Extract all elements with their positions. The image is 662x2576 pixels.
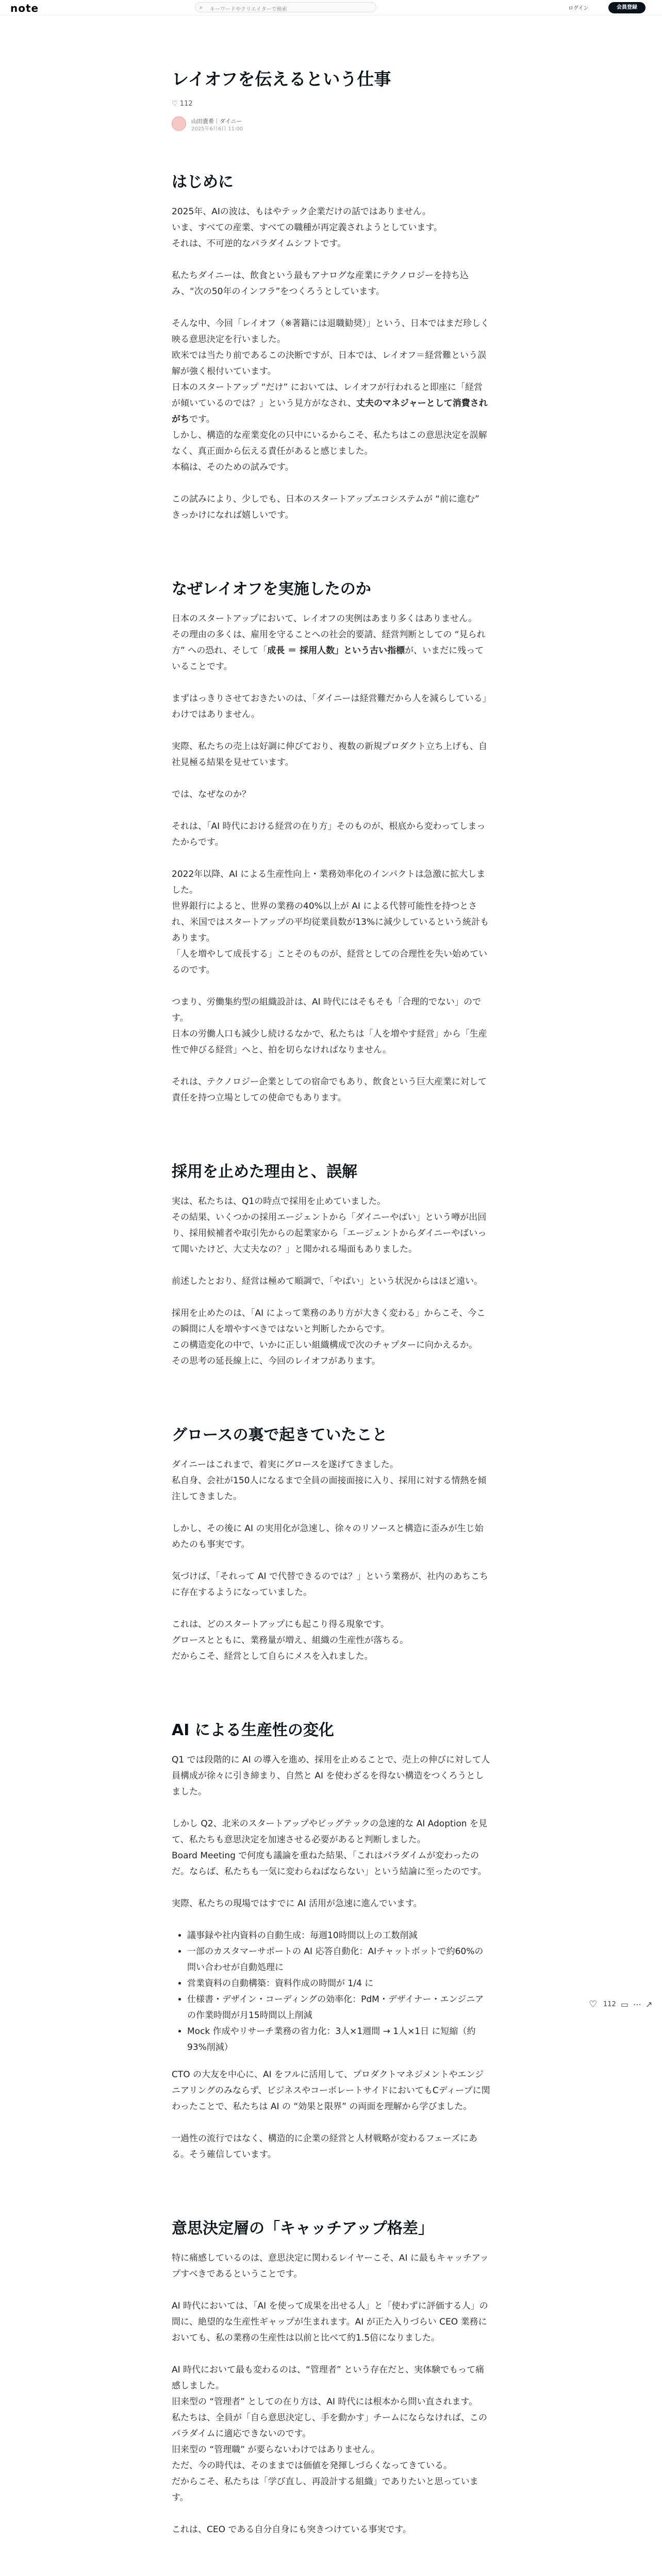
paragraph: これは、CEO である自分自身にも突きつけている事実です。: [172, 2524, 412, 2535]
paragraph: 2022年以降、AI による生産性向上・業務効率化のインパクトは急激に拡大しました。 世界銀行によると、世界の業務の40%以上が AI による代替可能性を持つとされ、米国ではスタートアップの平均従業員数が13%に減少しているという統計もあります。 「人を増やして成長する」ことそのものが、経営としての合理性を失い始めているのです。: [172, 869, 489, 975]
list-item: • 営業資料の自動構築：資料作成の時間が 1/4 に: [187, 1976, 490, 1992]
paragraph: では、なぜなのか？: [172, 789, 251, 800]
article-section: [172, 1162, 490, 1369]
list-item: • 議事録や社内資料の自動生成：毎週10時間以上の工数削減: [187, 1928, 490, 1944]
article: [172, 67, 490, 2576]
bookmark-icon[interactable]: ▭: [621, 1999, 629, 2009]
signup-button[interactable]: 会員登録: [608, 2, 646, 13]
author-name[interactable]: 山田貴希｜ダイニー: [191, 118, 242, 125]
avatar[interactable]: [172, 116, 186, 131]
like-count: 112: [603, 2001, 616, 2008]
paragraph: しかし、その後に AI の実用化が急速し、徐々のリソースと構造に歪みが生じ始めたのも事実です。: [172, 1523, 484, 1550]
paragraph: ダイニーはこれまで、着実にグロースを遂げてきました。 私自身、会社が150人になるまで全員の面接面接に入り、採用に対する情熱を傾注してきました。: [172, 1460, 487, 1502]
paragraph: 気づけば、「それって AI で代替できるのでは？」という業務が、社内のあちこちに存在するようになっていました。: [172, 1571, 488, 1598]
list-item: • 仕様書・デザイン・コーディングの効率化：PdM・デザイナー・エンジニアの作業時間が月15時間以上削減: [187, 1992, 490, 2024]
list-item: • 一部のカスタマーサポートの AI 応答自動化：AIチャットボットで約60%の問い合わせが自動処理に: [187, 1944, 490, 1976]
paragraph: この試みにより、少しでも、日本のスタートアップエコシステムが “前に進む” きっかけになれば嬉しいです。: [172, 494, 479, 520]
paragraph: 特に痛感しているのは、意思決定に関わるレイヤーこそ、AI に最もキャッチアップすべきであるということです。: [172, 2253, 489, 2279]
paragraph: そんな中、今回「レイオフ（※著籍には退職勧奨）」という、日本ではまだ珍しく映る意思決定を行いました。 欧米では当たり前であるこの決断ですが、日本では、レイオフ＝経営難という誤解が強く根付いています。 日本のスタートアップ “だけ” においては、レイオフが行われると即座に「経営が傾いているのでは？」という見方がなされ、丈夫のマネジャーとして消費されがちです。 しかし、構造的な産業変化の只中にいるからこそ、私たちはこの意思決定を誤解なく、真正面から伝える責任があると感じました。 本稿は、そのための試みです。: [172, 318, 489, 472]
heart-icon[interactable]: ♡: [172, 100, 178, 108]
paragraph: 採用を止めたのは、「AI によって業務のあり方が大きく変わる」からこそ、今この瞬間に人を増やすべきではないと判断したからです。 この構造変化の中で、いかに正しい組織構成で次のチャプターに向かえるか。 その思考の延長線上に、今回のレイオフがあります。: [172, 1308, 486, 1366]
section-heading: はじめに: [172, 173, 234, 191]
paragraph: 日本のスタートアップにおいて、レイオフの実例はあまり多くはありません。 その理由の多くは、雇用を守ることへの社会的要請、経営判断としての “見られ方” への恐れ、そして「成長 ＝ 採用人数」という古い指標が、いまだに残っていることです。: [172, 614, 486, 672]
like-count: 112: [179, 100, 193, 108]
note-logo[interactable]: note: [10, 2, 39, 14]
section-heading: グロースの裏で起きていたこと: [172, 1426, 388, 1444]
paragraph: それは、「AI 時代における経営の在り方」そのものが、根底から変わってしまったからです。: [172, 821, 486, 848]
paragraph: 一過性の流行ではなく、構造的に企業の経営と人材戦略が変わるフェーズにある。そう確信しています。: [172, 2133, 477, 2160]
paragraph: つまり、労働集約型の組織設計は、AI 時代にはそもそも「合理的でない」のです。 日本の労働人口も減少し続けるなかで、私たちは「人を増やす経営」から「生産性で伸びる経営」へと、拍を切らなければなりません。: [172, 997, 487, 1055]
article-title: レイオフを伝えるという仕事: [172, 69, 391, 89]
section-heading: 意思決定層の「キャッチアップ格差」: [172, 2219, 434, 2238]
paragraph: CTO の大友を中心に、AI をフルに活用して、プロダクトマネジメントやエンジニアリングのみならず、ビジネスやコーポレートサイドにおいてもCディープに関わったことで、私たちは AI の “効果と限界” の両面を理解から学びました。: [172, 2070, 490, 2112]
login-link[interactable]: ログイン: [568, 6, 589, 11]
paragraph: 実際、私たちの売上は好調に伸びており、複数の新規プロダクト立ち上げも、自社見極る結果を見せています。: [172, 741, 487, 768]
author-block[interactable]: [172, 115, 490, 132]
heart-icon[interactable]: ♡: [589, 1999, 598, 2010]
article-section: [172, 1425, 490, 1665]
publish-date: 2025年6月6日 11:00: [191, 126, 243, 132]
article-section: [172, 579, 490, 1106]
paragraph: これは、どのスタートアップにも起こり得る現象です。 グロースとともに、業務量が増え、組織の生産性が落ちる。 だからこそ、経営として自らにメスを入れました。: [172, 1619, 409, 1662]
share-icon[interactable]: ↗: [646, 1999, 653, 2009]
paragraph: 実は、私たちは、Q1の時点で採用を止めていました。 その結果、いくつかの採用エージェントから「ダイニーやばい」という噂が出回り、採用候補者や取引先からの起業家から「エージェントからダイニーやばいって聞いたけど、大丈夫なの？」と聞かれる場面もありました。: [172, 1196, 487, 1255]
article-body: [172, 172, 490, 2576]
article-section: [172, 1720, 490, 2163]
article-section: [172, 172, 490, 523]
paragraph: 実際、私たちの現場ではすでに AI 活用が急速に進んでいます。: [172, 1899, 422, 1909]
search-box[interactable]: [195, 2, 376, 12]
floating-actions: [589, 1999, 656, 2010]
paragraph: Q1 では段階的に AI の導入を進め、採用を止めることで、売上の伸びに対して人員構成が徐々に引き締まり、自然と AI を使わざるを得ない構造をつくろうとしました。: [172, 1755, 490, 1797]
paragraph: AI 時代において最も変わるのは、“管理者” という存在だと、実体験でもって痛感しました。 旧来型の “管理者” としての在り方は、AI 時代には根本から問い直されます。 私たちは、全員が「自ら意思決定し、手を動かす」チームにならなければ、このパラダイムに適応できないのです。 旧来型の “管理職” が要らないわけではありません。 ただ、今の時代は、そのままでは価値を発揮しづらくなってきている。 だからこそ、私たちは「学び直し、再設計する組織」でありたいと思っています。: [172, 2365, 487, 2503]
section-heading: AI による生産性の変化: [172, 1721, 334, 1739]
like-row: [172, 100, 490, 110]
paragraph: 私たちダイニーは、飲食という最もアナログな産業にテクノロジーを持ち込み、“次の50年のインフラ”をつくろうとしています。: [172, 270, 469, 297]
section-heading: 採用を止めた理由と、誤解: [172, 1163, 357, 1181]
paragraph: それは、テクノロジー企業としての宿命でもあり、飲食という巨大産業に対して責任を持つ立場としての使命でもあります。: [172, 1077, 487, 1103]
section-heading: なぜレイオフを実施したのか: [172, 580, 371, 598]
site-header: [0, 0, 662, 15]
paragraph: まずはっきりさせておきたいのは、「ダイニーは経営難だから人を減らしている」わけではありません。: [172, 693, 487, 720]
paragraph: しかし Q2、北米のスタートアップやビッグテックの急速的な AI Adoption を見て、私たちも意思決定を加速させる必要があると判断しました。 Board Meeting で何度も議論を重ねた結果、「これはパラダイムが変わったのだ。ならば、私たちも一気に変わらねばならない」という結論に至ったのです。: [172, 1819, 487, 1877]
bullet-list: [187, 1928, 490, 2056]
article-section: [172, 2218, 490, 2538]
list-item: • Mock 作成やリサーチ業務の省力化：3人×1週間 → 1人×1日 に短縮（約93%削減）: [187, 2024, 490, 2056]
paragraph: AI 時代においては、「AI を使って成果を出せる人」と「使わずに評価する人」の間に、絶望的な生産性ギャップが生まれます。AI が正た入りづらい CEO 業務においても、私の業務の生産性は以前と比べて約1.5倍になりました。: [172, 2301, 488, 2343]
paragraph: 前述したとおり、経営は極めて順調で、「やばい」という状況からはほど遠い。: [172, 1276, 483, 1286]
more-icon[interactable]: ⋯: [633, 1999, 641, 2009]
search-placeholder: キーワードやクリエイターで検索: [210, 7, 287, 12]
paragraph: 2025年、AIの波は、もはやテック企業だけの話ではありません。 いま、すべての産業、すべての職種が再定義されようとしています。 それは、不可逆的なパラダイムシフトです。: [172, 207, 442, 249]
search-icon: ⌕: [200, 4, 203, 11]
